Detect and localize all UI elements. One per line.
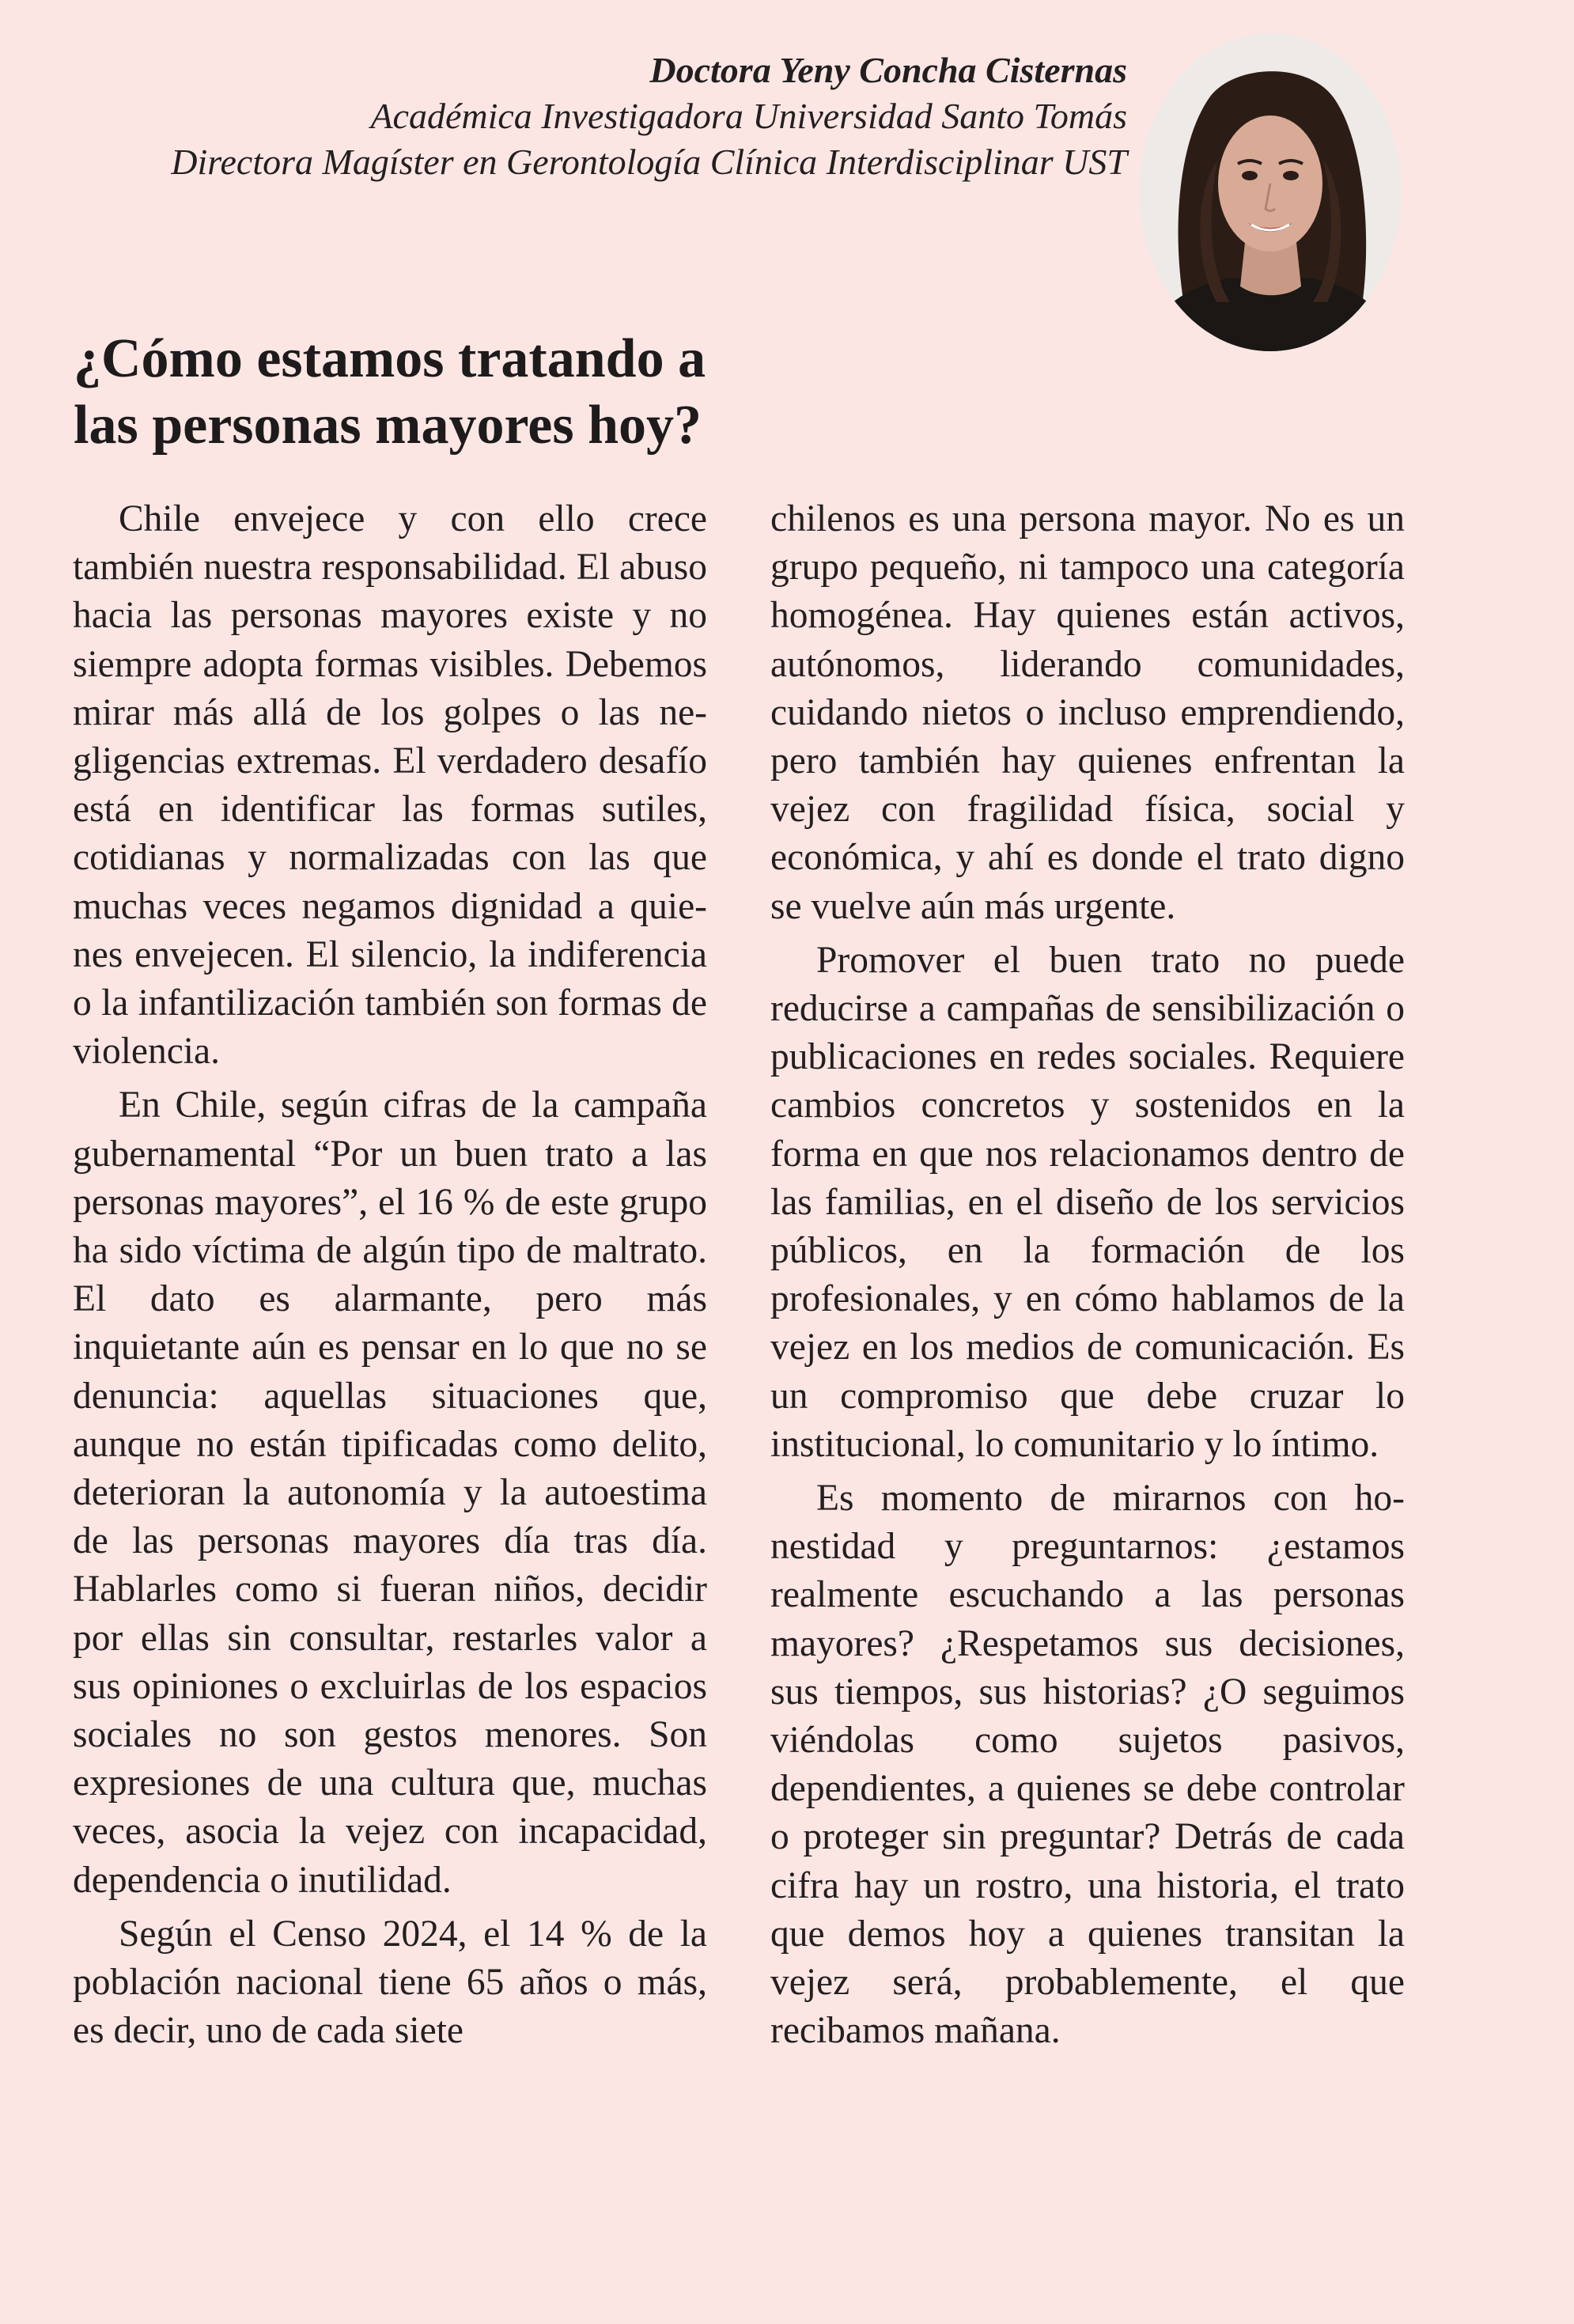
- article-paragraph-3-continued: chilenos es una persona mayor. No es un grupo pequeño, ni tampoco una categoría homogénea. Hay quienes están activos, autónomos, liderando comunidades, cuidando nietos o incluso emprendiendo, pero también hay quienes enfrentan la vejez con fragilidad física, social y económica, y ahí es donde el trato digno se vuelve aún más urgente.: [770, 498, 1405, 927]
- article-paragraph-3-start: Según el Censo 2024, el 14 % de la población nacional tiene 65 años o más, es decir, uno de cada siete: [73, 1913, 707, 2052]
- author-name: Doctora Yeny Concha Cisternas: [649, 50, 1127, 90]
- article-paragraph-5: Es momento de mirarnos con honestidad y preguntarnos: ¿estamos realmente escuchando a las personas mayores? ¿Respetamos sus decisiones, sus tiempos, sus historias? ¿O seguimos viéndolas como sujetos pasivos, dependientes, a quienes se debe controlar o proteger sin preguntar? Detrás de cada cifra hay un rostro, una historia, el trato que demos hoy a quienes transitan la vejez será, probablemente, el que recibamos mañana.: [770, 1478, 1405, 2052]
- article-paragraph-1: Chile envejece y con ello crece también nuestra responsabilidad. El abuso hacia las personas mayores existe y no siempre adopta formas visibles. Debemos mirar más allá de los golpes o las negligencias extremas. El verdadero desafío está en identificar las formas sutiles, cotidianas y normalizadas con las que muchas veces negamos dignidad a quienes envejecen. El silencio, la indiferencia o la infantilización también son formas de violencia.: [73, 498, 707, 1073]
- author-role-1: Académica Investigadora Universidad Santo Tomás: [370, 96, 1127, 136]
- author-role-2: Directora Magíster en Gerontología Clínica Interdisciplinar UST: [171, 142, 1127, 182]
- article-headline: [74, 326, 865, 459]
- article-column-right: [770, 495, 1405, 2061]
- article-paragraph-2: En Chile, según cifras de la campaña gubernamental “Por un buen trato a las personas mayores”, el 16 % de este grupo ha sido víctima de algún tipo de maltrato. El dato es alarmante, pero más inquietante aún es pensar en lo que no se denuncia: aquellas situaciones que, aunque no están tipificadas como delito, deterioran la autonomía y la autoestima de las personas mayores día tras día. Hablarles como si fueran niños, decidir por ellas sin consultar, restarles valor a sus opiniones o excluirlas de los espacios sociales no son gestos menores. Son expresiones de una cultura que, muchas veces, asocia la vejez con incapacidad, dependencia o inutilidad.: [73, 1084, 707, 1901]
- article-column-left: [73, 495, 707, 2061]
- headline-line-1: ¿Cómo estamos tratando a: [74, 328, 706, 389]
- author-portrait: [1139, 33, 1402, 351]
- author-byline: [171, 47, 1127, 185]
- headline-line-2: las personas mayores hoy?: [74, 395, 702, 456]
- article-paragraph-4: Promover el buen trato no puede reducirse a campañas de sensibilización o publicaciones en redes sociales. Requiere cambios concretos y sostenidos en la forma en que nos relacionamos dentro de las familias, en el diseño de los servicios públicos, en la formación de los profesionales, y en cómo hablamos de la vejez en los medios de comunicación. Es un compromiso que debe cruzar lo institucional, lo comunitario y lo íntimo.: [770, 939, 1405, 1465]
- author-portrait-image: [1139, 33, 1402, 351]
